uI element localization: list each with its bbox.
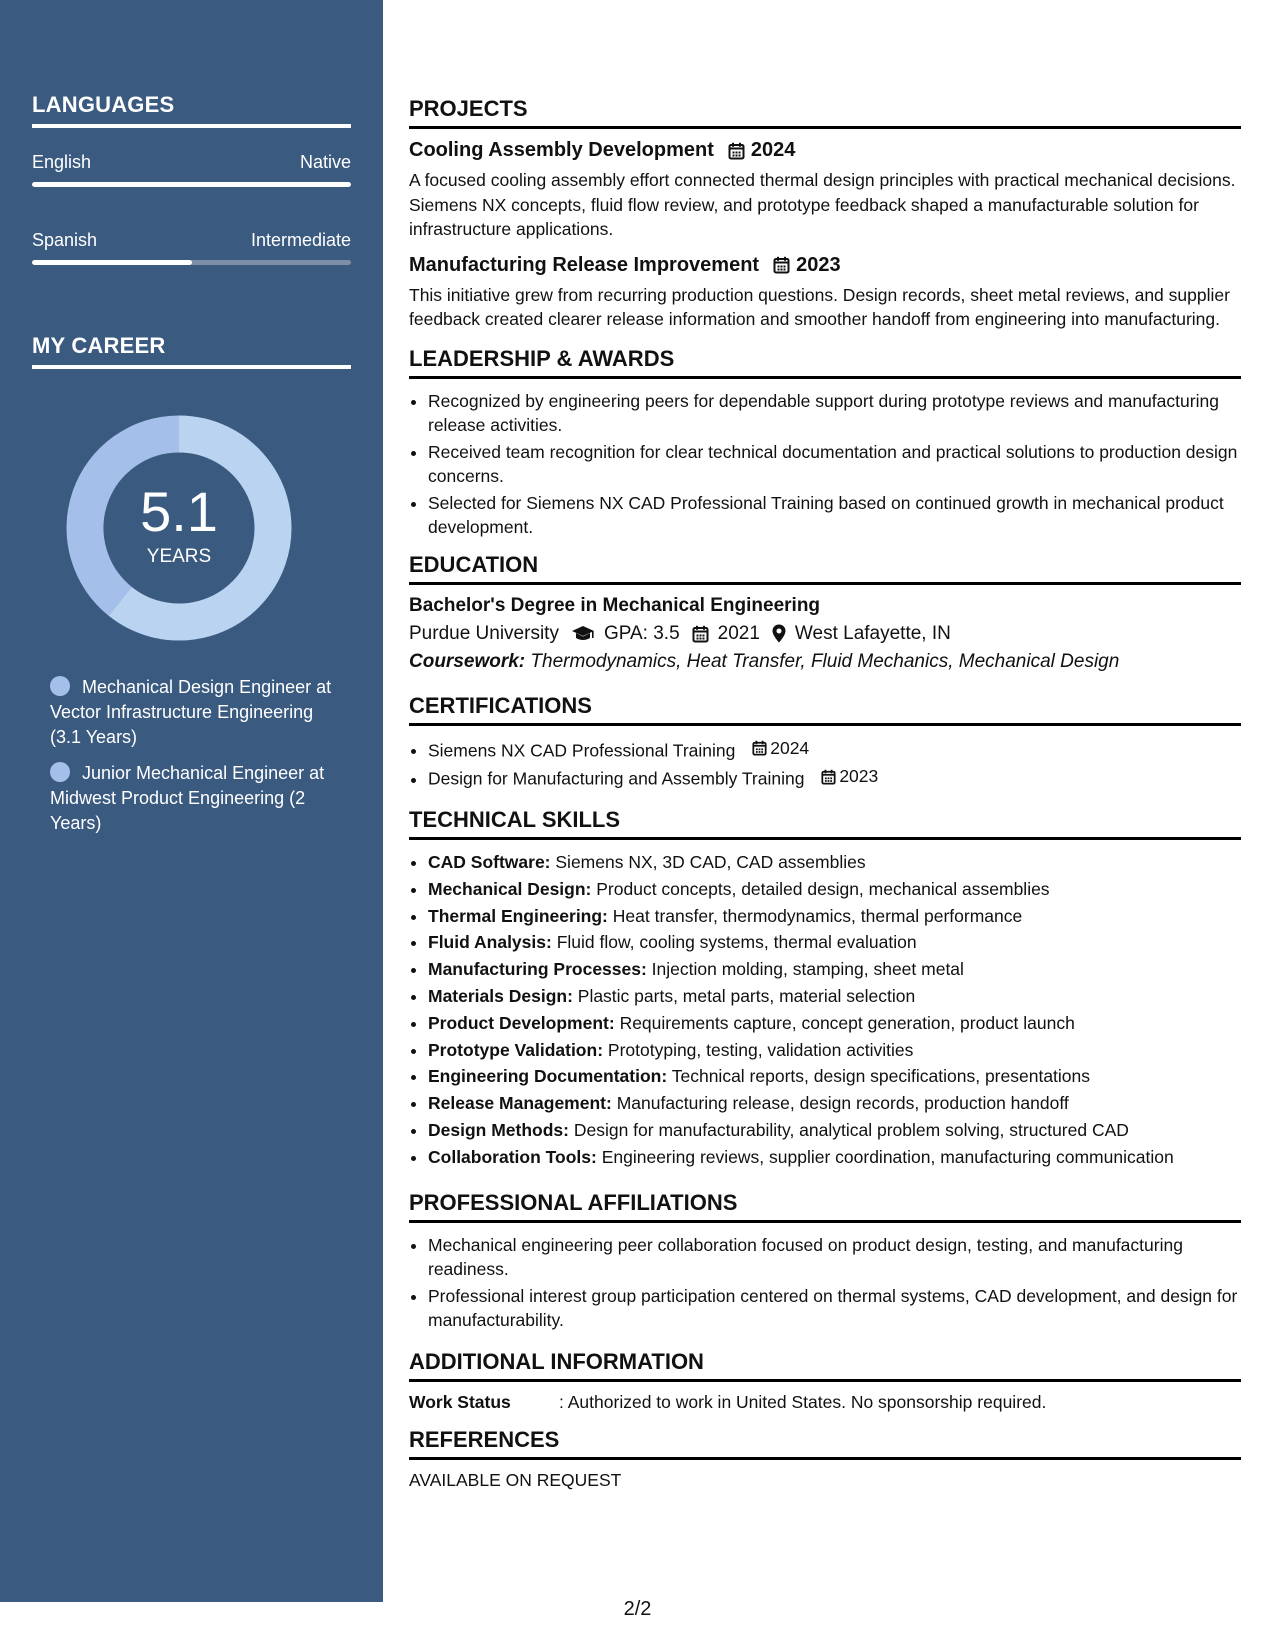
list-item (428, 736, 1241, 763)
list-item (428, 877, 1241, 902)
project-item (409, 139, 1241, 242)
languages-section (32, 92, 351, 265)
skill-label: CAD Software: (428, 852, 551, 872)
skill-label: Engineering Documentation: (428, 1066, 668, 1087)
career-years-value: 5.1 (140, 480, 218, 543)
project-item (409, 254, 1241, 332)
career-heading: MY CAREER (32, 333, 351, 369)
references-heading: REFERENCES (409, 1427, 1241, 1460)
project-description: A focused cooling assembly effort connected thermal design principles with practical mechanical decisions. Siemens NX concepts, fluid flow review, and prototype feedback shaped a manufacturable solution for infrastructure applications. (409, 170, 1236, 239)
skill-value: Product concepts, detailed design, mechanical assemblies (591, 878, 1050, 899)
language-item (32, 152, 351, 187)
education-section (409, 552, 1241, 673)
skill-label: Design Methods: (428, 1119, 569, 1140)
projects-heading: PROJECTS (409, 96, 1241, 129)
skill-value: Siemens NX, 3D CAD, CAD assemblies (550, 852, 866, 872)
skill-value: Technical reports, design specifications, presentations (667, 1066, 1091, 1087)
certifications-section (409, 693, 1241, 792)
skill-label: Thermal Engineering: (428, 905, 608, 926)
graduation-cap-icon (571, 625, 595, 643)
skill-label: Collaboration Tools: (428, 1146, 597, 1167)
work-status-row (409, 1392, 1241, 1413)
education-location: West Lafayette, IN (794, 622, 951, 644)
list-item (428, 957, 1241, 982)
list-item (428, 1118, 1241, 1143)
education-coursework (409, 651, 1241, 673)
calendar-icon (773, 256, 790, 274)
education-details (409, 623, 1241, 645)
career-donut-chart (66, 415, 292, 641)
skill-value: Injection molding, stamping, sheet metal (646, 959, 964, 980)
main-content (409, 96, 1241, 1491)
calendar-icon (821, 769, 836, 785)
leadership-section (409, 346, 1241, 540)
additional-section (409, 1349, 1241, 1413)
affiliations-section (409, 1190, 1241, 1333)
project-year: 2024 (750, 139, 796, 161)
language-item (32, 230, 351, 265)
certification-year: 2023 (839, 766, 879, 787)
list-item (428, 850, 1241, 875)
certification-name: Siemens NX CAD Professional Training (428, 739, 736, 760)
education-gpa: GPA: 3.5 (603, 622, 680, 644)
list-item (428, 904, 1241, 929)
skill-value: Engineering reviews, supplier coordination, manufacturing communication (596, 1146, 1174, 1167)
skill-value: Plastic parts, metal parts, material selection (572, 985, 916, 1006)
project-year: 2023 (796, 253, 841, 276)
skill-label: Mechanical Design: (428, 878, 592, 899)
map-pin-icon (772, 624, 786, 643)
education-heading: EDUCATION (409, 552, 1241, 585)
work-status-label: Work Status (409, 1391, 511, 1412)
language-level: Native (299, 152, 351, 172)
list-item (428, 1038, 1241, 1063)
language-name: English (32, 152, 92, 172)
career-section (32, 333, 351, 369)
references-text: AVAILABLE ON REQUEST (409, 1469, 622, 1490)
certification-year: 2024 (770, 737, 810, 758)
skill-label: Fluid Analysis: (428, 932, 552, 953)
skill-value: Prototyping, testing, validation activities (603, 1039, 914, 1060)
language-proficiency-bar (32, 182, 351, 187)
affiliations-heading: PROFESSIONAL AFFILIATIONS (409, 1190, 1241, 1223)
list-item (428, 764, 1241, 791)
career-item (50, 675, 335, 750)
language-proficiency-bar (32, 260, 351, 265)
education-degree: Bachelor's Degree in Mechanical Engineering (409, 594, 821, 616)
skills-list (409, 850, 1241, 1170)
skill-label: Materials Design: (428, 985, 573, 1006)
work-status-value: : Authorized to work in United States. No sponsorship required. (559, 1391, 1047, 1412)
list-item (428, 1064, 1241, 1089)
skill-label: Product Development: (428, 1012, 615, 1033)
skill-value: Design for manufacturability, analytical problem solving, structured CAD (568, 1119, 1129, 1140)
calendar-icon (752, 740, 767, 756)
list-item: • Recognized by engineering peers for dependable support during prototype reviews and manufacturing release activities. (428, 389, 1241, 438)
skill-value: Heat transfer, thermodynamics, thermal performance (607, 905, 1023, 926)
calendar-icon (728, 142, 745, 160)
education-school: Purdue University (409, 622, 559, 644)
skills-section (409, 807, 1241, 1170)
certifications-list (409, 736, 1241, 792)
calendar-icon (692, 625, 709, 643)
skill-label: Prototype Validation: (428, 1039, 604, 1060)
project-title: Cooling Assembly Development (409, 139, 714, 161)
skill-value: Fluid flow, cooling systems, thermal evaluation (551, 932, 917, 953)
language-proficiency-fill (32, 260, 192, 265)
page-number: 2/2 (623, 1598, 652, 1620)
list-item (428, 1091, 1241, 1116)
skills-heading: TECHNICAL SKILLS (409, 807, 1241, 840)
skill-label: Manufacturing Processes: (428, 959, 647, 980)
list-item: • Received team recognition for clear technical documentation and practical solutions to production design concerns. (428, 440, 1241, 489)
education-year: 2021 (717, 622, 760, 644)
certifications-heading: CERTIFICATIONS (409, 693, 1241, 726)
language-level: Intermediate (250, 230, 351, 250)
leadership-list (409, 389, 1241, 540)
certification-name: Design for Manufacturing and Assembly Training (428, 768, 805, 789)
coursework-value: Thermodynamics, Heat Transfer, Fluid Mechanics, Mechanical Design (525, 650, 1120, 672)
projects-section (409, 96, 1241, 332)
skill-value: Requirements capture, concept generation, product launch (614, 1012, 1075, 1033)
list-item: • Professional interest group participation centered on thermal systems, CAD development, and design for manufacturability. (428, 1284, 1241, 1333)
career-list (50, 675, 335, 847)
sidebar (0, 0, 383, 1602)
project-description: This initiative grew from recurring production questions. Design records, sheet metal reviews, and supplier feedback created clearer release information and smoother handoff from engineering into manufacturing. (409, 284, 1230, 329)
leadership-heading: LEADERSHIP & AWARDS (409, 346, 1241, 379)
career-item (50, 761, 335, 836)
career-years-unit: YEARS (146, 546, 212, 567)
languages-heading: LANGUAGES (32, 92, 351, 128)
project-title: Manufacturing Release Improvement (409, 253, 760, 276)
affiliations-list (409, 1233, 1241, 1333)
list-item (428, 984, 1241, 1009)
skill-label: Release Management: (428, 1093, 612, 1114)
career-item-text: Junior Mechanical Engineer at Midwest Product Engineering (2 Years) (50, 763, 325, 833)
list-item: • Mechanical engineering peer collaboration focused on product design, testing, and manufacturing readiness. (428, 1233, 1241, 1282)
skill-value: Manufacturing release, design records, production handoff (611, 1093, 1069, 1114)
list-item (428, 1145, 1241, 1170)
career-legend-dot (50, 762, 70, 782)
list-item: • Selected for Siemens NX CAD Professional Training based on continued growth in mechanical product development. (428, 491, 1241, 540)
coursework-label: Coursework: (409, 650, 526, 672)
list-item (428, 1011, 1241, 1036)
career-legend-dot (50, 676, 70, 696)
additional-heading: ADDITIONAL INFORMATION (409, 1349, 1241, 1382)
language-name: Spanish (32, 230, 98, 250)
list-item (428, 930, 1241, 955)
language-proficiency-fill (32, 182, 351, 187)
career-item-text: Mechanical Design Engineer at Vector Infrastructure Engineering (3.1 Years) (50, 677, 332, 747)
references-section (409, 1427, 1241, 1491)
